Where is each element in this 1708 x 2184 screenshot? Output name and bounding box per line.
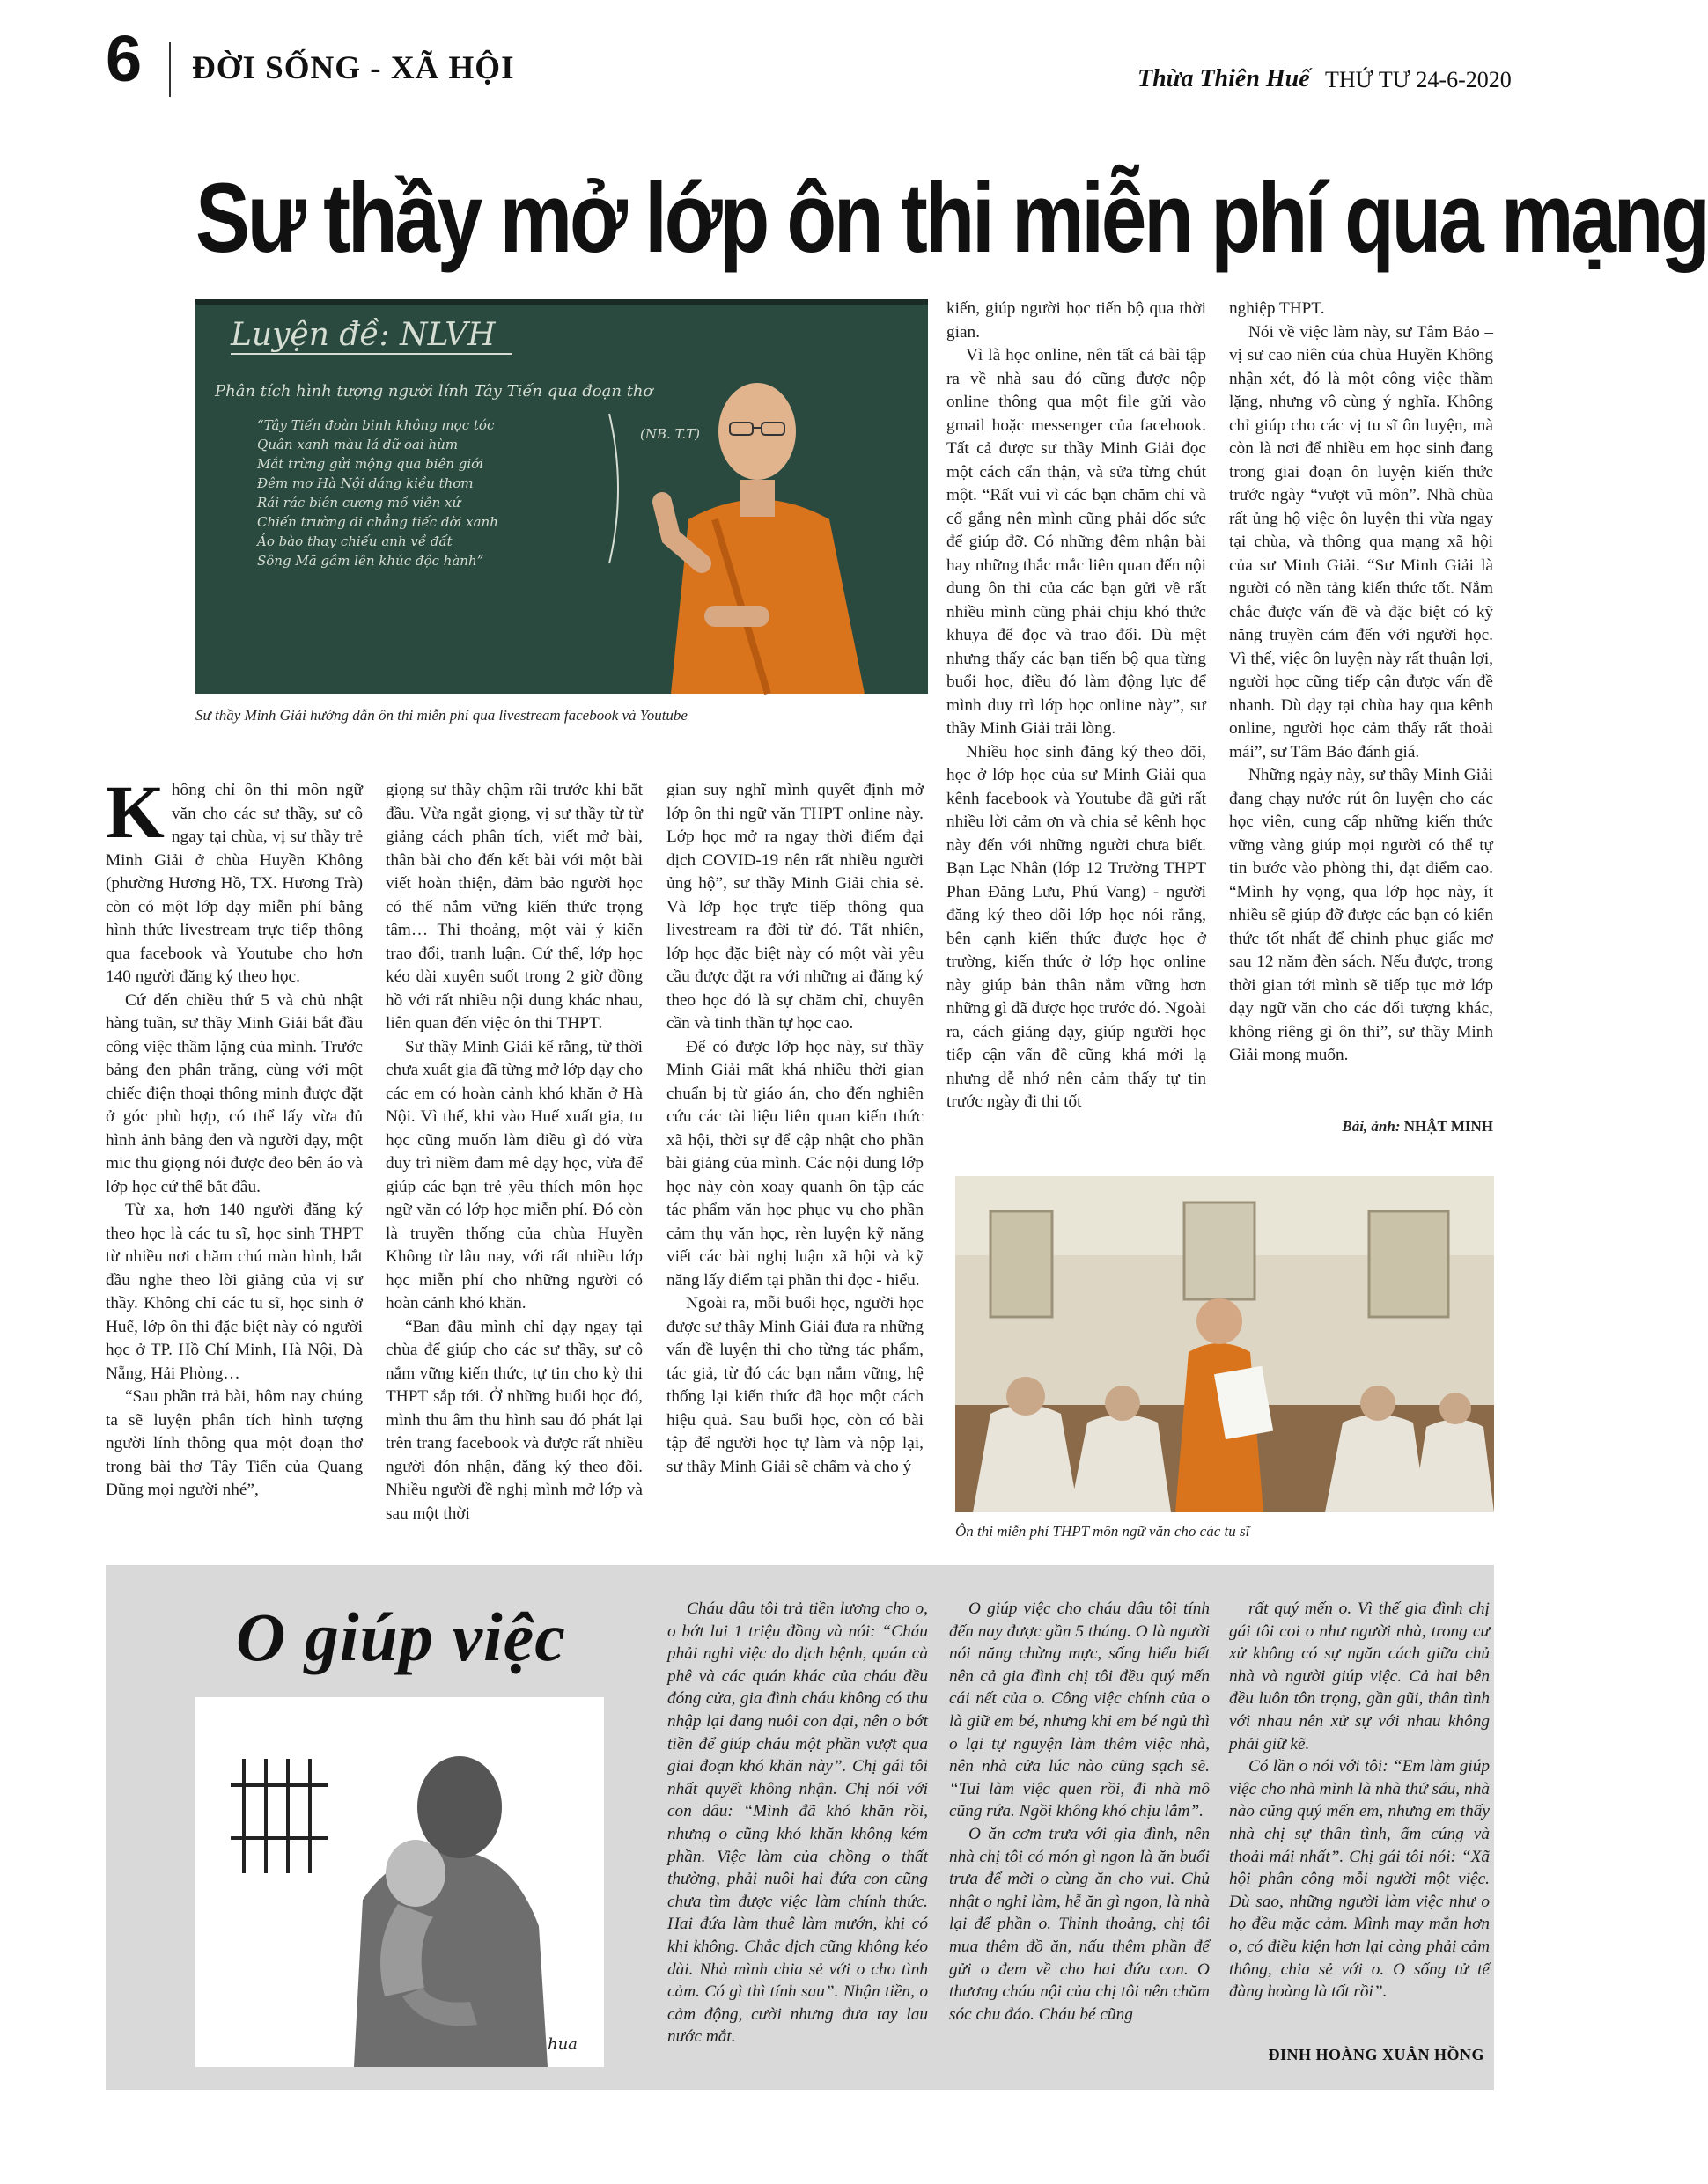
box-author: ĐINH HOÀNG XUÂN HỒNG <box>1268 2046 1484 2063</box>
paragraph: nghiệp THPT. <box>1229 299 1325 318</box>
paragraph: Để có được lớp học này, sư thầy Minh Giải mất khá nhiều thời gian chuẩn bị từ giáo án, cho đến nghiên cứu các tài liệu liên quan kiến thức xã hội, thời sự để cập nhật cho phần bài giảng của mình. Các nội dung lớp học này còn xoay quanh ôn tập các tác phẩm văn học phục vụ cho phần cảm thụ văn học, rèn luyện kỹ năng viết các bài nghị luận xã hội và kỹ năng lấy điểm tại phần thi đọc - hiểu. <box>666 1037 924 1290</box>
box-column-3 <box>1229 1598 1490 2004</box>
board-poem-line: Mắt trừng gửi mộng qua biên giới <box>257 456 484 472</box>
board-poem-line: “Tây Tiến đoàn binh không mọc tóc <box>257 417 495 433</box>
paragraph: O giúp việc cho cháu dâu tôi tính đến nay được gần 5 tháng. O là người nói năng chừng mực, sống hiểu biết nên cả gia đình chị tôi đều quý mến cái nết của o. Công việc chính của o là giữ em bé, nhưng khi em bé ngủ thì o lại tự nguyện làm thêm việc nhà, nên nhà cửa lúc nào cũng sạch sẽ. “Tui làm việc quen rồi, đi nhà mô cũng rứa. Ngồi không khó chịu lắm”. <box>949 1599 1210 1821</box>
paragraph: Những ngày này, sư thầy Minh Giải đang chạy nước rút ôn luyện cho các học viên, cung cấp những kiến thức vững vàng giúp mọi người có thể tự tin bước vào phòng thi, đạt điểm cao. “Mình hy vọng, qua lớp học này, ít nhiều sẽ giúp đỡ được các bạn có kiến thức tốt nhất để chinh phục giấc mơ sau 12 năm đèn sách. Nếu được, trong thời gian tới mình sẽ tiếp tục mở lớp dạy ngữ văn cho các đối tượng khác, không riêng gì ôn thi”, sư thầy Minh Giải mong muốn. <box>1229 766 1493 1064</box>
board-poem-line: Đêm mơ Hà Nội dáng kiều thơm <box>257 475 474 491</box>
paragraph: Cứ đến chiều thứ 5 và chủ nhật hàng tuần, sư thầy Minh Giải bắt đầu công việc thầm lặng của mình. Trước bảng đen phấn trắng, cùng với một chiếc điện thoại thông minh được đặt ở góc phù hợp, có thể lấy vừa đủ hình ảnh bảng đen và người dạy, một mic thu giọng nói được đeo bên áo và lớp học cứ thế bắt đầu. <box>106 990 363 1196</box>
dropcap: K <box>106 769 165 854</box>
paragraph: Cháu dâu tôi trả tiền lương cho o, o bớt lui 1 triệu đồng và nói: “Cháu phải nghỉ việc do dịch bệnh, quán cà phê và các quán khác của cháu đều đóng cửa, gia đình cháu không có thu nhập lại đang nuôi con dại, nên o bớt tiền để giúp cháu một phần vượt qua giai đoạn khó khăn này”. Chị gái tôi nhất quyết không nhận. Chị nói với con dâu: “Mình đã khó khăn rồi, nhưng o cũng khó khăn không kém phần. Việc làm của chồng o thất thường, phải nuôi hai đứa con cũng chưa tìm được việc làm chính thức. Hai đứa làm thuê làm mướn, khi có khi không. Chắc dịch cũng không kéo dài. Nhà mình chia sẻ với o cho tình cảm. Có gì thì tính sau”. Nhận tiền, o cảm động, cười nhưng đưa tay lau nước mắt. <box>667 1599 928 2047</box>
article-headline: Sư thầy mở lớp ôn thi miễn phí qua mạng <box>195 163 1708 273</box>
newspaper-name: Thừa Thiên Huế <box>1137 65 1310 92</box>
paragraph: O ăn cơm trưa với gia đình, nên nhà chị tôi có món gì ngon là ăn buổi trưa để mời o cùng ăn cho vui. Chủ nhật o nghỉ làm, hễ ăn gì ngon, là nhà lại để phần o. Thỉnh thoảng, chị tôi mua thêm đồ ăn, nấu thêm phần để gửi o đem về cho hai đứa con. O thương cháu nội của chị tôi nên chăm sóc chu đáo. Cháu bé cũng <box>949 1824 1210 2024</box>
photo-classroom <box>955 1176 1494 1512</box>
photo2-caption: Ôn thi miễn phí THPT môn ngữ văn cho các tu sĩ <box>955 1523 1250 1540</box>
article-column-1 <box>106 769 363 1503</box>
box-column-1 <box>667 1598 928 2048</box>
board-poem-line: Áo bào thay chiếu anh về đất <box>257 533 453 549</box>
issue-date: THỨ TƯ 24-6-2020 <box>1325 67 1512 92</box>
byline-author: NHẬT MINH <box>1403 1118 1493 1135</box>
paragraph: “Ban đầu mình chỉ dạy ngay tại chùa để giúp cho các sư thầy, sư cô nắm vững kiến thức, tự tin cho kỳ thi THPT sắp tới. Ở những buổi học đó, mình thu âm thu hình sau đó phát lại trên trang facebook và được rất nhiều người đón nhận, đăng ký theo đõi. Nhiều người đề nghị mình mở lớp và sau một thời <box>386 1317 643 1523</box>
photo-monk-chalkboard <box>195 299 928 694</box>
paragraph: rất quý mến o. Vì thế gia đình chị gái tôi coi o như người nhà, trong cư xử không có sự ngăn cách giữa chủ nhà và người giúp việc. Cả hai bên đều luôn tôn trọng, gần gũi, thân tình với nhau nên xử sự với nhau không phải giữ kẽ. <box>1229 1599 1490 1754</box>
photo1-caption: Sư thầy Minh Giải hướng dẫn ôn thi miễn phí qua livestream facebook và Youtube <box>195 707 688 724</box>
board-line: Phân tích hình tượng người lính Tây Tiến qua đoạn thơ <box>215 382 653 401</box>
chalkboard-illustration <box>195 299 928 694</box>
illustrator-signature: hua <box>548 2035 578 2054</box>
box-column-2 <box>949 1598 1210 2026</box>
box-story-title: O giúp việc <box>236 1599 566 1675</box>
board-poem-line: Quân xanh màu lá dữ oai hùm <box>257 437 459 452</box>
article-byline <box>1229 1118 1493 1136</box>
byline-prefix: Bài, ảnh: <box>1342 1118 1401 1135</box>
article-column-3 <box>666 779 924 1479</box>
illustration-mother-child <box>195 1697 604 2067</box>
article-column-4 <box>946 298 1206 1114</box>
board-note: (NB. T.T) <box>640 426 700 442</box>
board-poem-line: Sông Mã gầm lên khúc độc hành” <box>257 553 484 569</box>
paragraph: Có lần o nói với tôi: “Em làm giúp việc cho nhà mình là nhà thứ sáu, nhà nào cũng quý mến em, nhưng em thấy nhà chị sự thân tình, ấm cúng và thoải mái nhất”. Chị gái tôi nói: “Xã hội phân công mỗi người một việc. Dù sao, những người làm việc như o họ đều mặc cảm. Mình may mắn hơn o, có điều kiện hơn lại càng phải cảm thông, chia sẻ với o. O sống tử tế đàng hoàng là tốt rồi”. <box>1229 1757 1490 2002</box>
paragraph: giọng sư thầy chậm rãi trước khi bắt đầu. Vừa ngắt giọng, vị sư thầy từ từ giảng cách phân tích, viết mở bài, thân bài cho đến kết bài với một bài viết hoàn thiện, đảm bảo người học có thể nắm vững kiến thức trọng tâm… Thi thoảng, một vài ý kiến trao đổi, tranh luận. Cứ thế, lớp học kéo dài xuyên suốt trong 2 giờ đồng hồ với rất nhiều nội dung khác nhau, liên quan đến việc ôn thi THPT. <box>386 781 643 1033</box>
classroom-illustration <box>955 1176 1494 1512</box>
board-title: Luyện đề: NLVH <box>231 317 496 353</box>
header-divider <box>169 42 171 97</box>
illustration-drawing <box>195 1697 604 2067</box>
paragraph: Nói về việc làm này, sư Tâm Bảo –vị sư cao niên của chùa Huyền Không nhận xét, đó là một công việc thầm lặng, nhưng vô cùng ý nghĩa. Không chỉ giúp cho các vị tu sĩ ôn luyện, mà còn là nơi để nhiều em học sinh đang trong giai đoạn ôn luyện kiến thức trước ngày “vượt vũ môn”. Nhà chùa rất ủng hộ việc ôn luyện thi vừa ngay tại chùa, và thông qua mạng xã hội của sư Minh Giải. “Sư Minh Giải là người có nền tảng kiến thức tốt. Nắm chắc được vấn đề và đặc biệt có kỹ năng truyền cảm đến với người học. Vì thế, việc ôn luyện này rất thuận lợi, người học cũng tiếp cận được vấn đề nhanh. Dù dạy tại chùa hay qua kênh online, người học cảm thấy rất thoải mái”, sư Tâm Bảo đánh giá. <box>1229 322 1493 761</box>
paragraph: Ngoài ra, mỗi buổi học, người học được sư thầy Minh Giải đưa ra những vấn đề luyện thi cho từng tác phẩm, tác giả, từ đó các bạn nắm vững, hệ thống lại kiến thức đã học một cách hiệu quả. Sau buổi học, còn có bài tập để người học tự làm và nộp lại, sư thầy Minh Giải sẽ chấm và cho ý <box>666 1294 924 1476</box>
page-number: 6 <box>106 22 143 95</box>
paragraph: hông chỉ ôn thi môn ngữ văn cho các sư thầy, sư cô ngay tại chùa, vị sư thầy trẻ Minh Giải ở chùa Huyền Không (phường Hương Hồ, TX. Hương Trà) còn có một lớp dạy miễn phí bằng hình thức livestream trực tiếp thông qua facebook và Youtube cho hơn 140 người đăng ký theo học. <box>106 781 363 986</box>
paragraph: Nhiều học sinh đăng ký theo dõi, học ở lớp học của sư Minh Giải qua kênh facebook và Youtube đã gửi rất nhiều lời cảm ơn và chia sẻ kênh học này đến với những người chưa biết. Bạn Lạc Nhân (lớp 12 Trường THPT Phan Đăng Lưu, Phú Vang) - người đăng ký theo dõi lớp học nói rằng, bên cạnh kiến thức được học ở trường, kiến thức ở lớp học online này giúp bản thân nắm vững hơn những gì đã được học trước đó. Ngoài ra, cách giảng dạy, giúp người học tiếp cận vấn đề cũng khá mới lạ nhưng dễ nhớ nên cảm thấy tự tin trước ngày đi thi tốt <box>946 742 1206 1111</box>
paragraph: gian suy nghĩ mình quyết định mở lớp ôn thi ngữ văn THPT online này. Lớp học mở ra ngay thời điểm đại dịch COVID-19 nên rất nhiều người ủng hộ”, sư thầy Minh Giải chia sẻ. Và lớp học trực tiếp thông qua livestream ra đời từ đó. Tất nhiên, lớp học đặc biệt này có một vài yêu cầu được đặt ra với những ai đăng ký theo học đó là sự chăm chỉ, chuyên cần và tinh thần tự học cao. <box>666 781 924 1033</box>
article-column-2 <box>386 779 643 1526</box>
board-poem-line: Chiến trường đi chẳng tiếc đời xanh <box>257 514 498 530</box>
article-column-5 <box>1229 298 1493 1068</box>
section-title: ĐỜI SỐNG - XÃ HỘI <box>192 50 515 86</box>
paragraph: Vì là học online, nên tất cả bài tập ra về nhà sau đó cũng được nộp online thông qua một file gửi vào gmail hoặc messenger của facebook. Tất cả được sư thầy Minh Giải đọc một cách cẩn thận, và sửa từng chút một. “Rất vui vì các bạn chăm chỉ và cố gắng nên mình cũng phải dốc sức để giúp đỡ. Có những đêm nhận bài hay những thắc mắc liên quan đến nội dung ôn thi của các bạn gửi về rất nhiều mình cũng phải chịu khó thức khuya để đọc và trao đổi. Dù mệt nhưng thấy các bạn tiến bộ qua từng buổi học, điều đó làm động lực để mình duy trì lớp học online này”, sư thầy Minh Giải trải lòng. <box>946 346 1206 738</box>
paragraph: kiến, giúp người học tiến bộ qua thời gian. <box>946 299 1206 342</box>
paragraph: “Sau phần trả bài, hôm nay chúng ta sẽ luyện phân tích hình tượng người lính thông qua một đoạn thơ trong bài thơ Tây Tiến của Quang Dũng mọi người nhé”, <box>106 1387 363 1499</box>
board-poem-line: Rải rác biên cương mồ viễn xứ <box>257 495 461 511</box>
paragraph: Sư thầy Minh Giải kể rằng, từ thời chưa xuất gia đã từng mở lớp dạy cho các em có hoàn cảnh khó khăn ở Hà Nội. Vì thế, khi vào Huế xuất gia, tu học cũng muốn làm điều gì đó vừa duy trì niềm đam mê dạy học, vừa để giúp các bạn trẻ yêu thích môn học ngữ văn có lớp học miễn phí. Đó còn là truyền thống của chùa Huyền Không từ lâu nay, với rất nhiều lớp học miễn phí cho những người có hoàn cảnh khó khăn. <box>386 1037 643 1313</box>
paragraph: Từ xa, hơn 140 người đăng ký theo học là các tu sĩ, học sinh THPT từ nhiều nơi chăm chú màn hình, bắt đầu nghe theo lời giảng của vị sư thầy. Không chỉ các tu sĩ, học sinh ở Huế, lớp ôn thi đặc biệt này có người học ở TP. Hồ Chí Minh, Hà Nội, Đà Nẵng, Hải Phòng… <box>106 1201 363 1383</box>
